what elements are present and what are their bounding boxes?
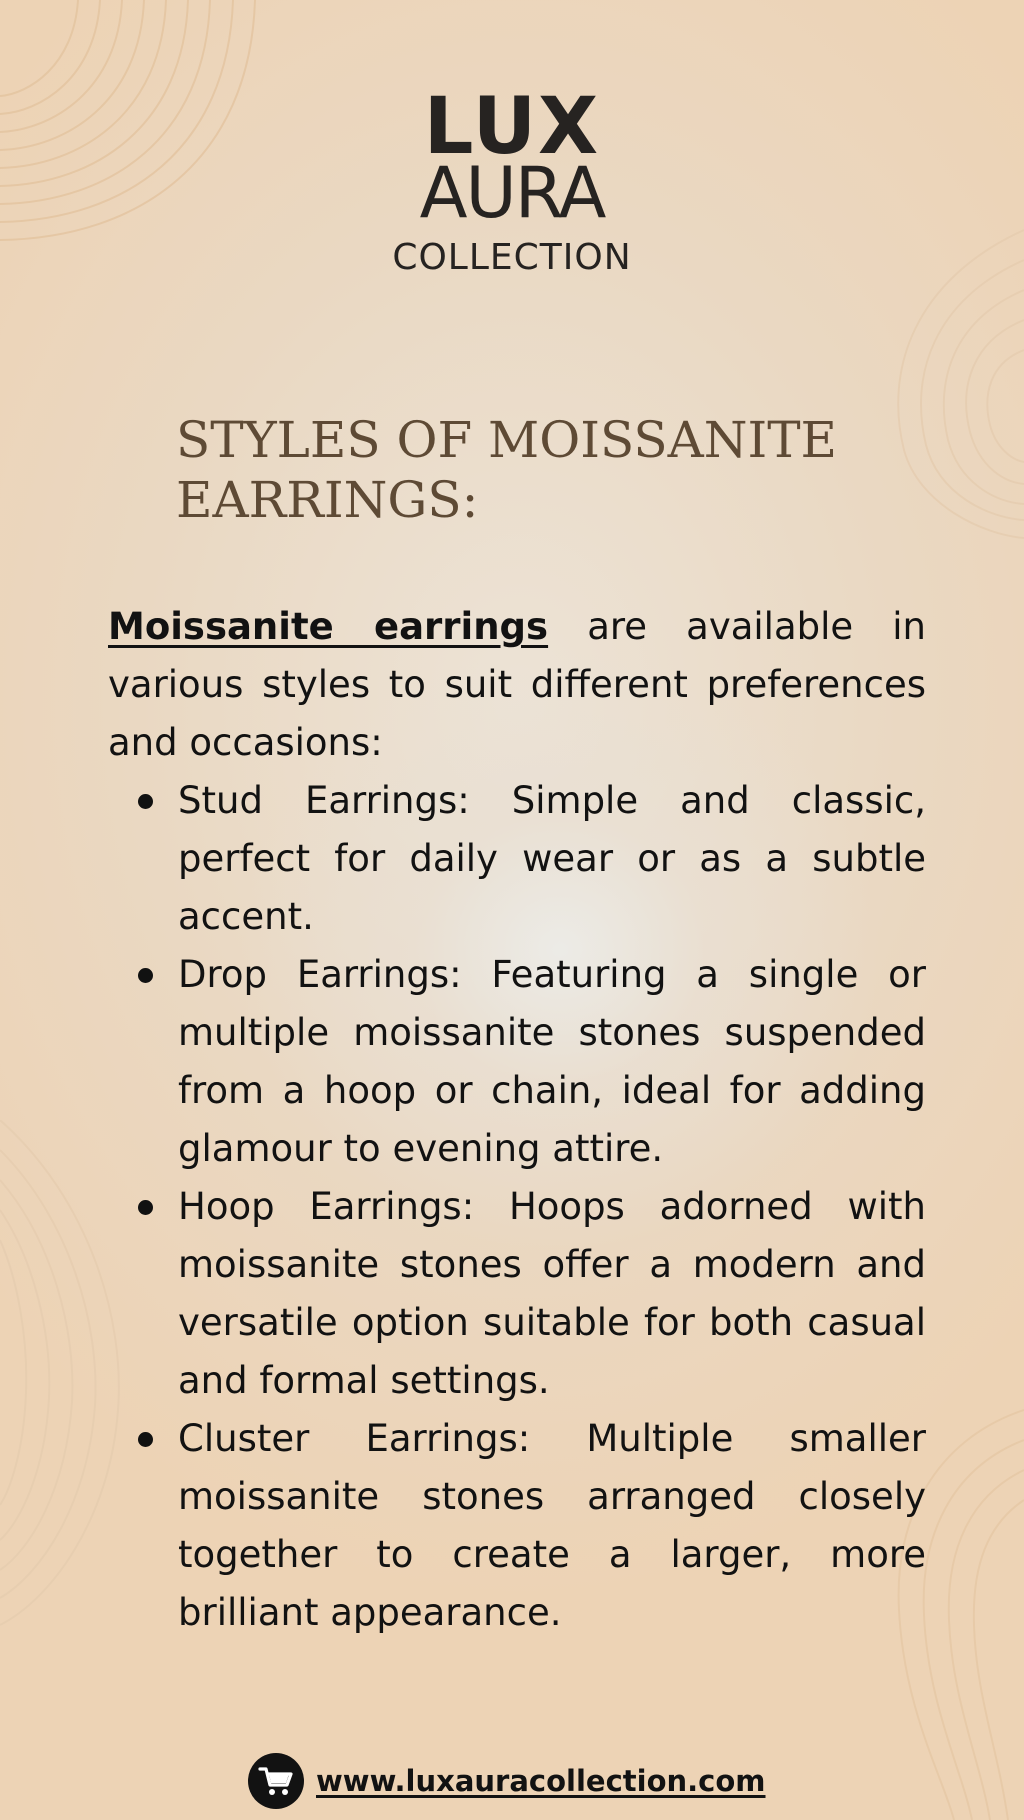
earring-styles-list	[108, 772, 926, 1642]
bullet-icon	[138, 794, 153, 809]
page-title-line-2: EARRINGS:	[176, 471, 479, 529]
intro-paragraph	[108, 598, 926, 772]
shopping-cart-icon[interactable]	[248, 1753, 304, 1809]
shopping-cart-icon-glyph	[258, 1765, 294, 1797]
list-item	[178, 1410, 926, 1642]
logo-lux-text: LUX	[423, 82, 601, 172]
list-item	[178, 1178, 926, 1410]
bullet-icon	[138, 968, 153, 983]
list-item-text: Hoop Earrings: Hoops adorned with moissanite stones offer a modern and versatile option suitable for both casual and formal settings.	[178, 1185, 926, 1402]
moissanite-earrings-link[interactable]: Moissanite earrings	[108, 605, 549, 648]
list-item	[178, 772, 926, 946]
list-item	[178, 946, 926, 1178]
list-item-text: Drop Earrings: Featuring a single or multiple moissanite stones suspended from a hoop or chain, ideal for adding glamour to evening attire.	[178, 953, 926, 1170]
bullet-icon	[138, 1200, 153, 1215]
logo-aura-text: AURA	[419, 152, 605, 234]
brand-logo	[0, 82, 1024, 278]
logo-collection-text: COLLECTION	[392, 237, 632, 278]
intro-text: are available in various styles to suit different preferences and occasions:	[108, 605, 926, 764]
list-item-text: Cluster Earrings: Multiple smaller moissanite stones arranged closely together to create a larger, more brilliant appearance.	[178, 1417, 926, 1634]
main-content	[108, 598, 926, 1642]
page-title-line-1: STYLES OF MOISSANITE	[176, 411, 838, 469]
list-item-text: Stud Earrings: Simple and classic, perfect for daily wear or as a subtle accent.	[178, 779, 926, 938]
bullet-icon	[138, 1432, 153, 1447]
footer	[248, 1752, 766, 1810]
page-title	[176, 410, 896, 530]
website-link[interactable]: www.luxauracollection.com	[316, 1764, 766, 1798]
